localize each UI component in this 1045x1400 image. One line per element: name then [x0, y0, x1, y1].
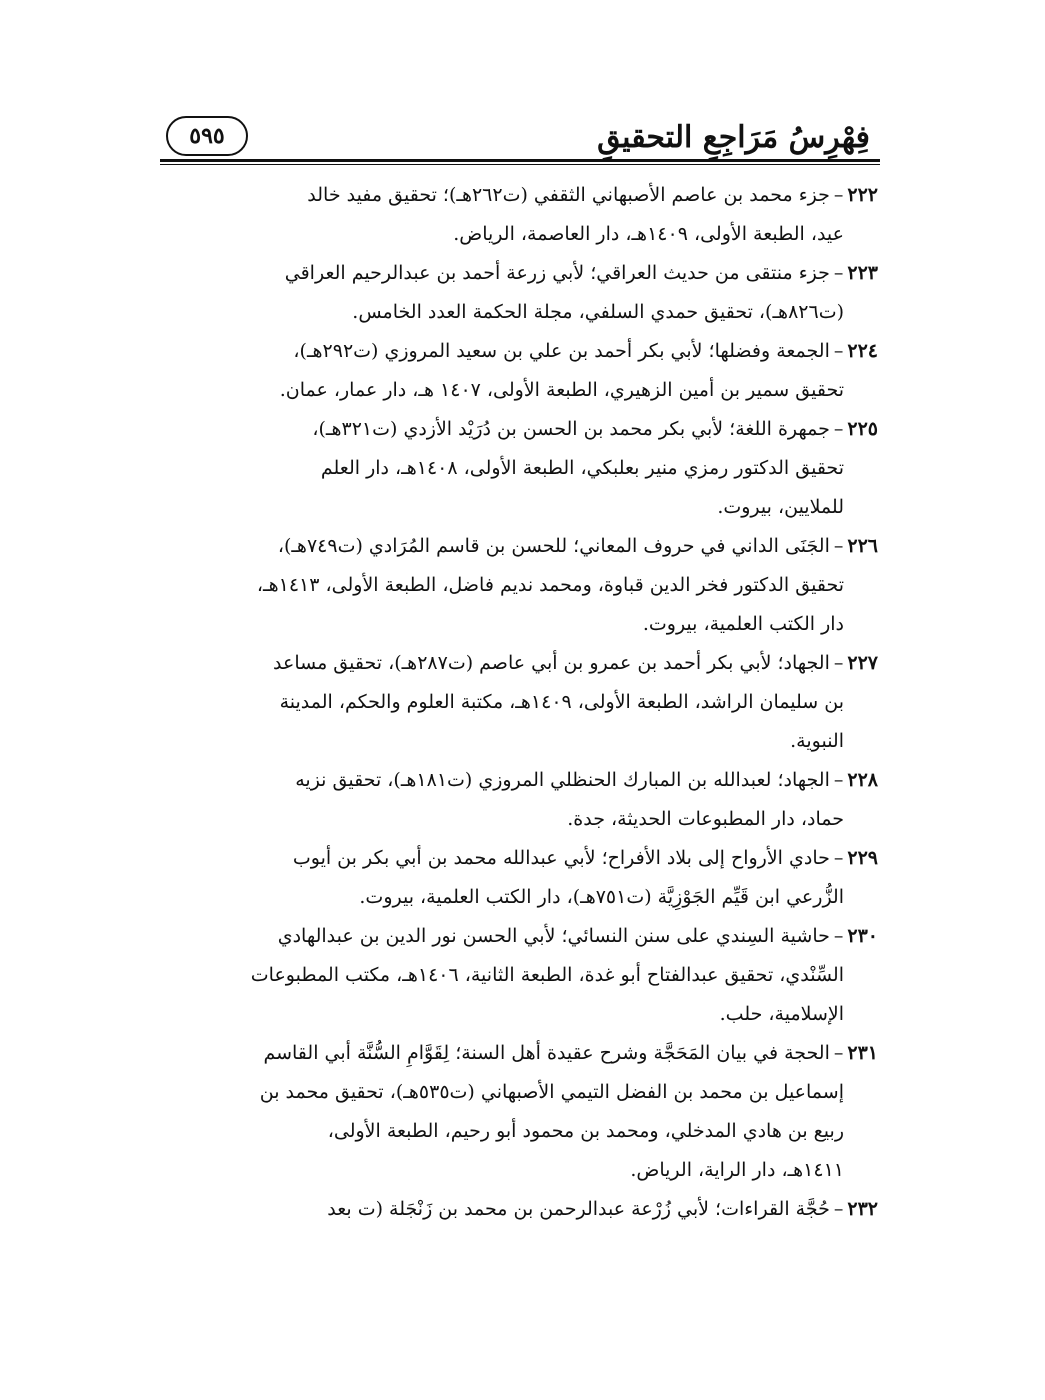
- entry-first-line: [166, 644, 878, 683]
- entry-text: ربيع بن هادي المدخلي، ومحمد بن محمود أبو رحيم، الطبعة الأولى،: [327, 1120, 844, 1142]
- entry-continuation-line: [166, 800, 878, 839]
- entry-text: إسماعيل بن محمد بن الفضل التيمي الأصبهاني (ت٥٣٥هـ)، تحقيق محمد بن: [259, 1081, 844, 1103]
- entry-first-line: [166, 917, 878, 956]
- entry-number: ٢٢٧: [847, 652, 878, 674]
- entry-text: تحقيق الدكتور فخر الدين قباوة، ومحمد نديم فاضل، الطبعة الأولى، ١٤١٣هـ،: [256, 574, 844, 596]
- entry-number: ٢٣١: [847, 1042, 878, 1064]
- entry-continuation-line: [166, 566, 878, 605]
- entry-text: للملايين، بيروت.: [717, 496, 844, 518]
- entry-continuation-line: [166, 449, 878, 488]
- entry-first-line: [166, 410, 878, 449]
- entry-dash: –: [833, 184, 844, 206]
- entry-continuation-line: [166, 683, 878, 722]
- page-number-badge: ٥٩٥: [166, 116, 248, 156]
- entry-dash: –: [833, 847, 844, 869]
- page-header: [160, 112, 880, 164]
- reference-entry: [166, 644, 878, 761]
- entry-continuation-line: [166, 488, 878, 527]
- entry-text: الجمعة وفضلها؛ لأبي بكر أحمد بن علي بن سعيد المروزي (ت٢٩٢هـ)،: [293, 340, 830, 362]
- entry-continuation-line: [166, 293, 878, 332]
- entry-text: بن سليمان الراشد، الطبعة الأولى، ١٤٠٩هـ، مكتبة العلوم والحكم، المدينة: [279, 691, 844, 713]
- entry-number: ٢٢٥: [847, 418, 878, 440]
- entry-first-line: [166, 839, 878, 878]
- entry-text: تحقيق سمير بن أمين الزهيري، الطبعة الأولى، ١٤٠٧ هـ، دار عمار، عمان.: [279, 379, 844, 401]
- entry-number: ٢٢٦: [847, 535, 878, 557]
- entry-text: حُجَّة القراءات؛ لأبي زُرْعة عبدالرحمن بن محمد بن زَنْجَلة (ت بعد: [327, 1198, 830, 1220]
- reference-entry: [166, 917, 878, 1034]
- header-rule-thick: [160, 159, 880, 162]
- entry-first-line: [166, 1190, 878, 1229]
- entry-first-line: [166, 176, 878, 215]
- entry-text: حماد، دار المطبوعات الحديثة، جدة.: [567, 808, 844, 830]
- entry-text: (ت٨٢٦هـ)، تحقيق حمدي السلفي، مجلة الحكمة العدد الخامس.: [352, 301, 844, 323]
- entry-continuation-line: [166, 371, 878, 410]
- entry-continuation-line: [166, 722, 878, 761]
- entry-first-line: [166, 1034, 878, 1073]
- entry-text: ١٤١١هـ، دار الراية، الرياض.: [630, 1159, 844, 1181]
- entry-text: الجهاد؛ لأبي بكر أحمد بن عمرو بن أبي عاصم (ت٢٨٧هـ)، تحقيق مساعد: [273, 652, 830, 674]
- entry-text: جمهرة اللغة؛ لأبي بكر محمد بن الحسن بن دُرَيْد الأزدي (ت٣٢١هـ)،: [312, 418, 830, 440]
- entry-dash: –: [833, 769, 844, 791]
- entry-number: ٢٢٨: [847, 769, 878, 791]
- reference-entry: [166, 1034, 878, 1190]
- entry-first-line: [166, 332, 878, 371]
- reference-entry: [166, 761, 878, 839]
- entry-text: تحقيق الدكتور رمزي منير بعلبكي، الطبعة الأولى، ١٤٠٨هـ، دار العلم: [320, 457, 844, 479]
- entry-dash: –: [833, 418, 844, 440]
- reference-entry: [166, 176, 878, 254]
- entry-continuation-line: [166, 878, 878, 917]
- reference-entry: [166, 527, 878, 644]
- entry-continuation-line: [166, 1112, 878, 1151]
- entry-number: ٢٣٠: [847, 925, 878, 947]
- reference-entry: [166, 410, 878, 527]
- reference-entry: [166, 839, 878, 917]
- reference-entry: [166, 254, 878, 332]
- entry-dash: –: [833, 1198, 844, 1220]
- entry-dash: –: [833, 652, 844, 674]
- entry-dash: –: [833, 340, 844, 362]
- header-rule-thin: [160, 164, 880, 165]
- entry-text: جزء محمد بن عاصم الأصبهاني الثقفي (ت٢٦٢هـ)؛ تحقيق مفيد خالد: [307, 184, 830, 206]
- entry-continuation-line: [166, 956, 878, 995]
- entry-continuation-line: [166, 215, 878, 254]
- entry-text: الجَنَى الداني في حروف المعاني؛ للحسن بن قاسم المُرَادي (ت٧٤٩هـ)،: [277, 535, 830, 557]
- entry-dash: –: [833, 535, 844, 557]
- entry-number: ٢٢٣: [847, 262, 878, 284]
- entry-number: ٢٢٤: [847, 340, 878, 362]
- entry-text: الجهاد؛ لعبدالله بن المبارك الحنظلي المروزي (ت١٨١هـ)، تحقيق نزيه: [295, 769, 830, 791]
- entry-number: ٢٢٩: [847, 847, 878, 869]
- entry-text: النبوية.: [790, 730, 844, 752]
- entry-first-line: [166, 761, 878, 800]
- entry-text: عيد، الطبعة الأولى، ١٤٠٩هـ، دار العاصمة، الرياض.: [453, 223, 844, 245]
- entry-text: حاشية السِندي على سنن النسائي؛ لأبي الحسن نور الدين بن عبدالهادي: [277, 925, 830, 947]
- entry-dash: –: [833, 925, 844, 947]
- references-list: [166, 176, 878, 1229]
- entry-first-line: [166, 527, 878, 566]
- entry-continuation-line: [166, 605, 878, 644]
- entry-continuation-line: [166, 1151, 878, 1190]
- entry-text: دار الكتب العلمية، بيروت.: [642, 613, 844, 635]
- entry-number: ٢٣٢: [847, 1198, 878, 1220]
- entry-first-line: [166, 254, 878, 293]
- entry-text: السِّنْدي، تحقيق عبدالفتاح أبو غدة، الطبعة الثانية، ١٤٠٦هـ، مكتب المطبوعات: [250, 964, 844, 986]
- reference-entry: [166, 332, 878, 410]
- entry-text: الإسلامية، حلب.: [719, 1003, 844, 1025]
- entry-text: جزء منتقى من حديث العراقي؛ لأبي زرعة أحمد بن عبدالرحيم العراقي: [284, 262, 830, 284]
- page-title: فِهْرِسُ مَرَاجِعِ التحقيقِ: [597, 120, 870, 155]
- entry-text: الحجة في بيان المَحَجَّة وشرح عقيدة أهل السنة؛ لِقَوَّامِ السُّنَّة أبي القاسم: [263, 1042, 830, 1064]
- entry-continuation-line: [166, 995, 878, 1034]
- entry-dash: –: [833, 1042, 844, 1064]
- entry-number: ٢٢٢: [847, 184, 878, 206]
- entry-text: حادي الأرواح إلى بلاد الأفراح؛ لأبي عبدالله محمد بن أبي بكر بن أيوب: [292, 847, 830, 869]
- entry-dash: –: [833, 262, 844, 284]
- entry-continuation-line: [166, 1073, 878, 1112]
- entry-text: الزُّرعي ابن قَيِّم الجَوْزِيَّة (ت٧٥١هـ)، دار الكتب العلمية، بيروت.: [359, 886, 844, 908]
- reference-entry: [166, 1190, 878, 1229]
